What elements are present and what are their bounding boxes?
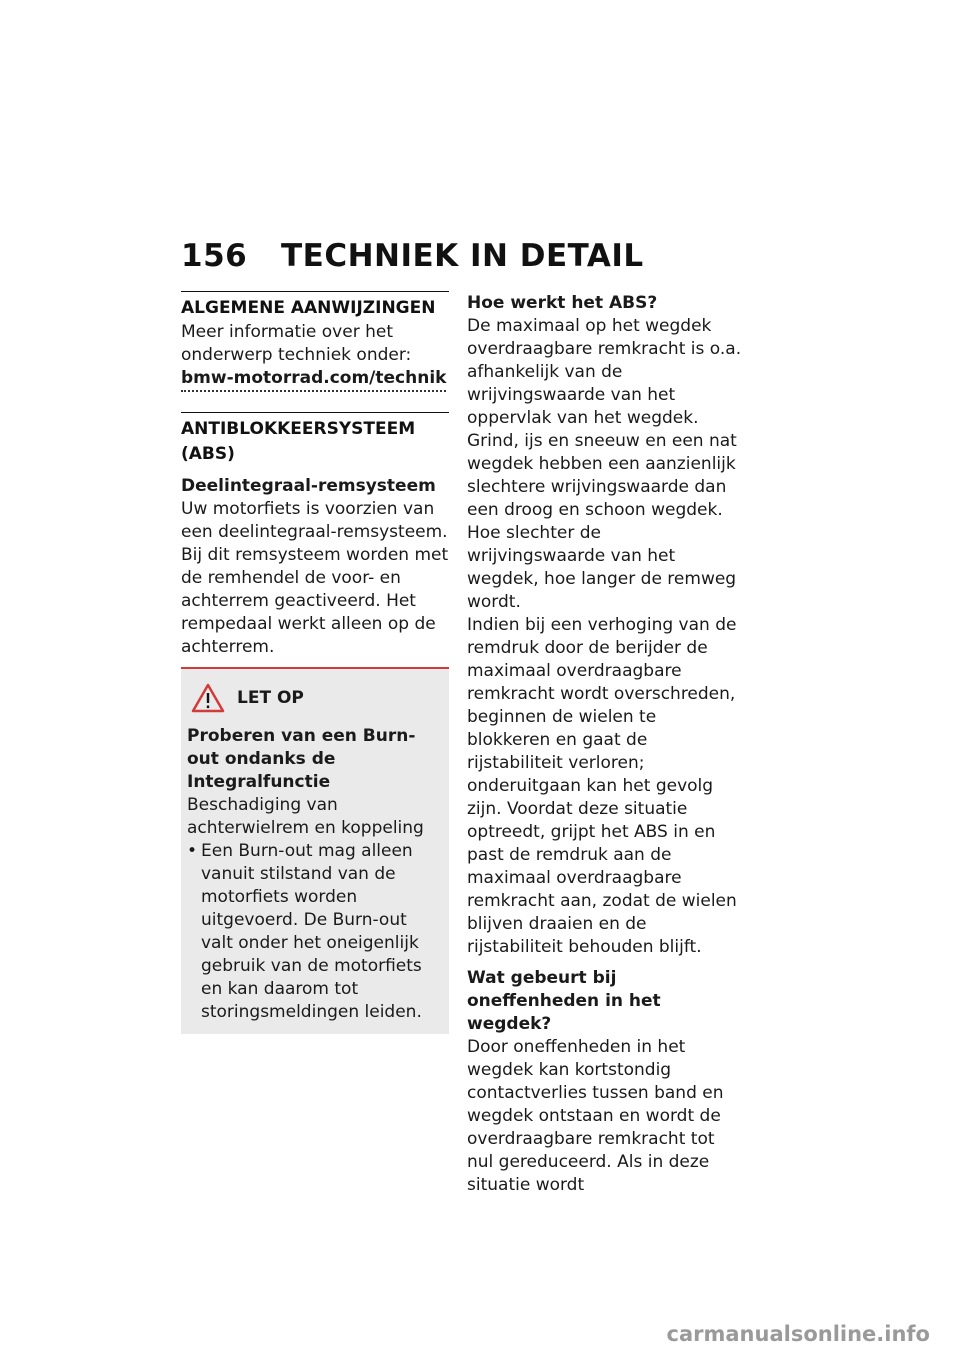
warning-title: Proberen van een Burn-out ondanks de Integralfunctie [187, 726, 416, 792]
warning-triangle-icon [191, 683, 225, 713]
subheading-integral-brake: Deelintegraal-remsysteem [181, 476, 436, 496]
warning-consequence: Beschadiging van achterwielrem en koppeling [187, 795, 424, 838]
abs-paragraph-2: Indien bij een verhoging van de remdruk door de berijder de maximaal overdraagbare remkracht wordt overschreden, beginnen de wielen te blokkeren en gaat de rijstabiliteit verloren; onderuitgaan kan het gevolg zijn. Voordat deze situatie optreedt, grijpt het ABS in en past de remdruk aan de maximaal overdraagbare remkracht aan, zodat de wielen blijven draaien en de rijstabiliteit behouden blijft. [467, 615, 737, 957]
warning-label: LET OP [237, 688, 304, 708]
page-header [181, 238, 741, 274]
technik-link[interactable]: bmw-motorrad.com/technik [181, 367, 446, 392]
heading-how-abs-works: Hoe werkt het ABS? [467, 293, 658, 313]
integral-brake-text: Uw motorfiets is voorzien van een deelintegraal-remsysteem. Bij dit remsysteem worden met de remhendel de voor- en achterrem geactiveerd. Het rempedaal werkt alleen op de achterrem. [181, 499, 449, 657]
left-column [181, 291, 449, 1034]
watermark: carmanualsonline.info [666, 1322, 930, 1346]
right-column [467, 292, 742, 1197]
unevenness-paragraph: Door oneffenheden in het wegdek kan kortstondig contactverlies tussen band en wegdek ontstaan en wordt de overdraagbare remkracht tot nul gereduceerd. Als in deze situatie wordt [467, 1037, 724, 1195]
general-text: Meer informatie over het onderwerp techniek onder: [181, 322, 412, 365]
warning-bullet [187, 840, 443, 1024]
section-heading-general: ALGEMENE AANWIJZINGEN [181, 291, 449, 321]
bullet-dot: • [187, 841, 198, 861]
section-heading-abs: ANTIBLOKKEERSYSTEEM (ABS) [181, 412, 449, 467]
abs-paragraph-1: De maximaal op het wegdek overdraagbare remkracht is o.a. afhankelijk van de wrijvingswaarde van het oppervlak van het wegdek. Grind, ijs en sneeuw en een nat wegdek hebben een aanzienlijk slechtere wrijvingswaarde dan een droog en schoon wegdek. Hoe slechter de wrijvingswaarde van het wegdek, hoe langer de remweg wordt. [467, 316, 742, 612]
warning-box [181, 667, 449, 1034]
warning-header [187, 683, 443, 713]
warning-bullet-text: Een Burn-out mag alleen vanuit stilstand van de motorfiets worden uitgevoerd. De Burn-out valt onder het oneigenlijk gebruik van de motorfiets en kan daarom tot storingsmeldingen leiden. [201, 841, 422, 1022]
page-title: TECHNIEK IN DETAIL [281, 238, 644, 274]
heading-road-unevenness: Wat gebeurt bij oneffenheden in het wegdek? [467, 968, 661, 1034]
page-number: 156 [181, 238, 248, 274]
